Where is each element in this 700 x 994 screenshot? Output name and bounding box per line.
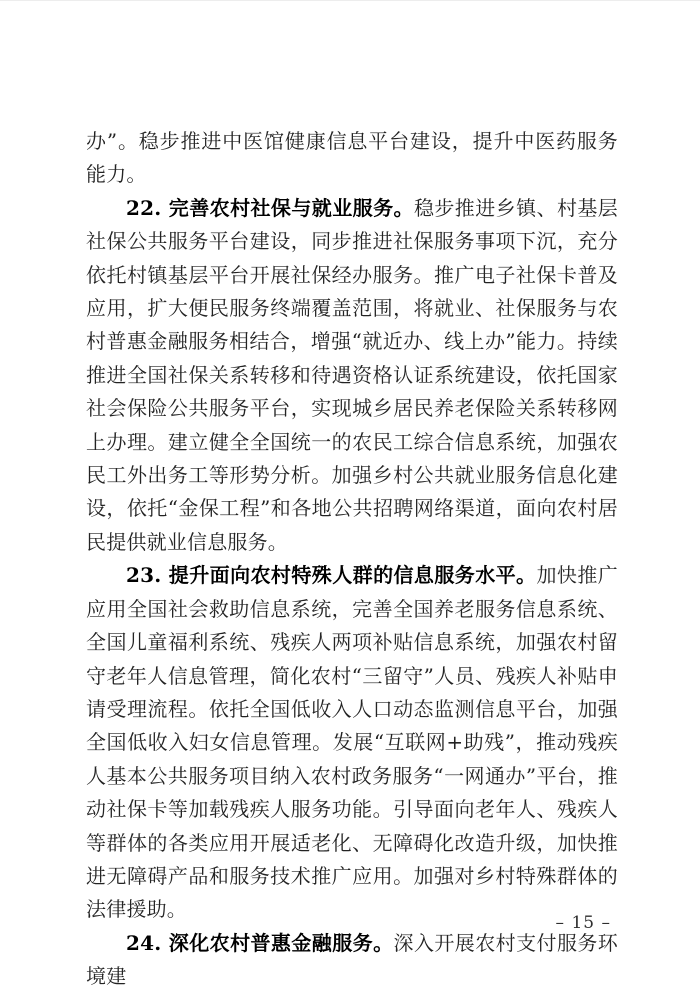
paragraph-text: 稳步推进乡镇、村基层社保公共服务平台建设，同步推进社保服务事项下沉，充分依托村镇基层平台开展社保经办服务。推广电子社保卡普及应用，扩大便民服务终端覆盖范围，将就业、社保服务与农村普惠金融服务相结合，增强“就近办、线上办”能力。持续推进全国社保关系转移和待遇资格认证系统建设，依托国家社会保险公共服务平台，实现城乡居民养老保险关系转移网上办理。建立健全全国统一的农民工综合信息系统，加强农民工外出务工等形势分析。加强乡村公共就业服务信息化建设，依托“金保工程”和各地公共招聘网络渠道，面向农村居民提供就业信息服务。: [86, 195, 618, 554]
paragraph-text: 办”。稳步推进中医馆健康信息平台建设，提升中医药服务能力。: [86, 129, 618, 187]
page-number: – 15 –: [555, 913, 611, 933]
paragraph-lead: 22. 完善农村社保与就业服务。: [126, 195, 414, 220]
paragraph-item-24: [86, 927, 618, 994]
paragraph-lead: 23. 提升面向农村特殊人群的信息服务水平。: [126, 563, 537, 588]
paragraph-text: 加快推广应用全国社会救助信息系统，完善全国养老服务信息系统、全国儿童福利系统、残疾人两项补贴信息系统，加强农村留守老年人信息管理，简化农村“三留守”人员、残疾人补贴申请受理流程。依托全国低收入人口动态监测信息平台，加强全国低收入妇女信息管理。发展“互联网+助残”，推动残疾人基本公共服务项目纳入农村政务服务“一网通办”平台，推动社保卡等加载残疾人服务功能。引导面向老年人、残疾人等群体的各类应用开展适老化、无障碍化改造升级，加快推进无障碍产品和服务技术推广应用。加强对乡村特殊群体的法律援助。: [86, 563, 618, 922]
paragraph-continuation: [86, 125, 618, 192]
paragraph-item-22: [86, 192, 618, 559]
paragraph-lead: 24. 深化农村普惠金融服务。: [126, 930, 394, 955]
paragraph-item-23: [86, 559, 618, 926]
paragraph-text: 深入开展农村支付服务环境建: [86, 930, 619, 989]
page-body-text: [86, 125, 618, 994]
